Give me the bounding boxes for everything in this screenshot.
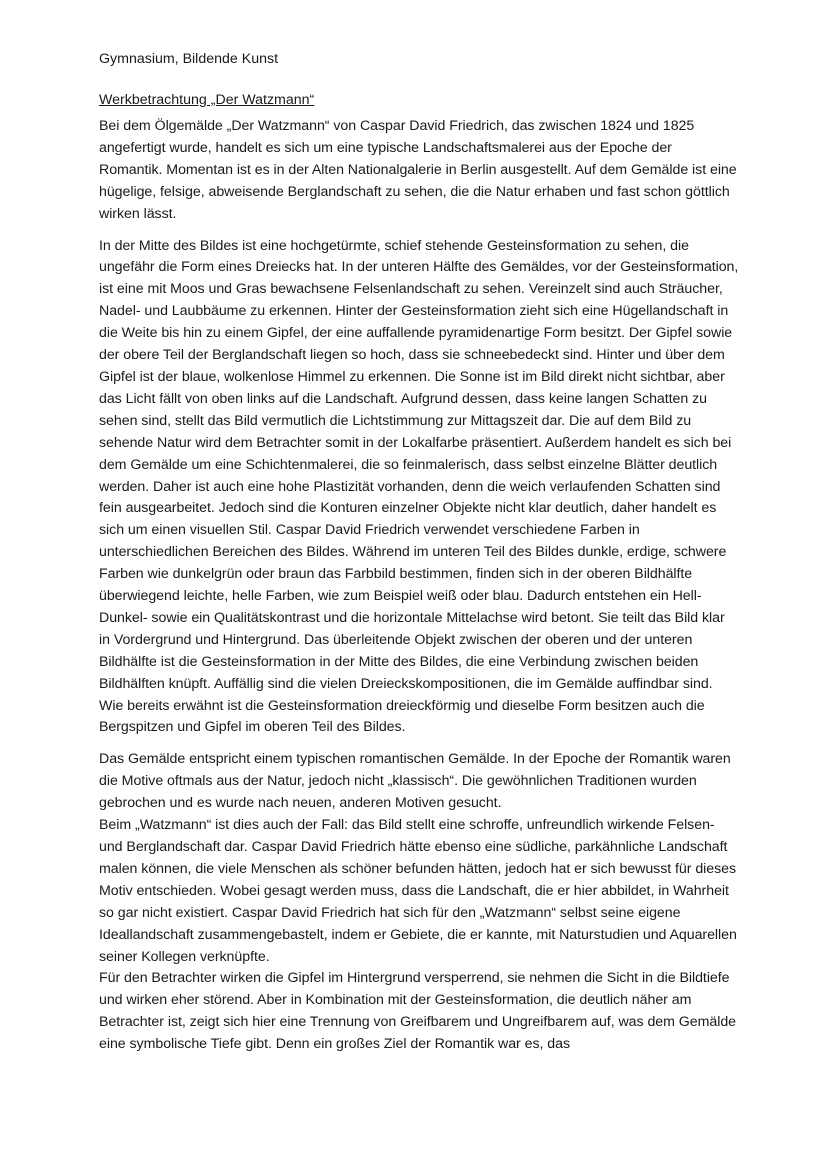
page-title: Werkbetrachtung „Der Watzmann“ [99,92,315,108]
paragraph-romanticism: Das Gemälde entspricht einem typischen romantischen Gemälde. In der Epoche der Romantik waren die Motive oftmals aus der Natur, jedoch nicht „klassisch“. Die gewöhnlichen Traditionen wurden gebrochen und es wurde nach neuen, anderen Motiven gesucht. [99,751,731,812]
page-header: Gymnasium, Bildende Kunst [99,51,279,67]
paragraph-description: In der Mitte des Bildes ist eine hochgetürmte, schief stehende Gesteinsformation zu sehen, die ungefähr die Form eines Dreiecks hat. In der unteren Hälfte des Gemäldes, vor der Gesteinsformation, ist eine mit Moos und Gras bewachsene Felsenlandschaft zu sehen. Vereinzelt sind auch Sträucher, Nadel- und Laubbäume zu erkennen. Hinter der Gesteinsformation zieht sich eine Hügellandschaft in die Weite bis hin zu einem Gipfel, der eine auffallende pyramidenartige Form besitzt. Der Gipfel sowie der obere Teil der Berglandschaft liegen so hoch, dass sie schneebedeckt sind. Hinter und über dem Gipfel ist der blaue, wolkenlose Himmel zu erkennen. Die Sonne ist im Bild direkt nicht sichtbar, aber das Licht fällt von oben links auf die Landschaft. Aufgrund dessen, dass keine langen Schatten zu sehen sind, stellt das Bild vermutlich die Lichtstimmung zur Mittagszeit dar. Die auf dem Bild zu sehende Natur wird dem Betrachter somit in der Lokalfarbe präsentiert. Außerdem handelt es sich bei dem Gemälde um eine Schichtenmalerei, die so feinmalerisch, dass selbst einzelne Blätter deutlich werden. Daher ist auch eine hohe Plastizität vorhanden, denn die weich verlaufenden Schatten sind fein ausgearbeitet. Jedoch sind die Konturen einzelner Objekte nicht klar deutlich, daher handelt es sich um einen visuellen Stil. Caspar David Friedrich verwendet verschiedene Farben in unterschiedlichen Bereichen des Bildes. Während im unteren Teil des Bildes dunkle, erdige, schwere Farben wie dunkelgrün oder braun das Farbbild bestimmen, finden sich in der oberen Bildhälfte überwiegend leichte, helle Farben, wie zum Beispiel weiß oder blau. Dadurch entstehen ein Hell-Dunkel- sowie ein Qualitätskontrast und die horizontale Mittelachse wird betont. Sie teilt das Bild klar in Vordergrund und Hintergrund. Das überleitende Objekt zwischen der oberen und der unteren Bildhälfte ist die Gesteinsformation in der Mitte des Bildes, die eine Verbindung zwischen beiden Bildhälften knüpft. Auffällig sind die vielen Dreieckskompositionen, die im Gemälde auffindbar sind. Wie bereits erwähnt ist die Gesteinsformation dreieckförmig und dieselbe Form besitzen auch die Bergspitzen und Gipfel im oberen Teil des Bildes. [99,237,739,736]
paragraph-intro: Bei dem Ölgemälde „Der Watzmann“ von Caspar David Friedrich, das zwischen 1824 und 1825 angefertigt wurde, handelt es sich um eine typische Landschaftsmalerei aus der Epoche der Romantik. Momentan ist es in der Alten Nationalgalerie in Berlin ausgestellt. Auf dem Gemälde ist eine hügelige, felsige, abweisende Berglandschaft zu sehen, die die Natur erhaben und fast schon göttlich wirken lässt. [99,118,737,222]
document-body [99,48,739,1056]
paragraph-viewer-effect: Für den Betrachter wirken die Gipfel im Hintergrund versperrend, sie nehmen die Sicht in die Bildtiefe und wirken eher störend. Aber in Kombination mit der Gesteinsformation, die deutlich näher am Betrachter ist, zeigt sich hier eine Trennung von Greifbarem und Ungreifbarem auf, was dem Gemälde eine symbolische Tiefe gibt. Denn ein großes Ziel der Romantik war es, das [99,970,737,1053]
paragraph-watzmann-motif: Beim „Watzmann“ ist dies auch der Fall: das Bild stellt eine schroffe, unfreundlich wirkende Felsen- und Berglandschaft dar. Caspar David Friedrich hätte ebenso eine südliche, parkähnliche Landschaft malen können, die viele Menschen als schöner befunden hätten, jedoch hat er sich bewusst für dieses Motiv entschieden. Wobei gesagt werden muss, dass die Landschaft, die er hier abbildet, in Wahrheit so gar nicht existiert. Caspar David Friedrich hat sich für den „Watzmann“ selbst seine eigene Ideallandschaft zusammengebastelt, indem er Gebiete, die er kannte, mit Naturstudien und Aquarellen seiner Kollegen verknüpfte. [99,817,737,965]
